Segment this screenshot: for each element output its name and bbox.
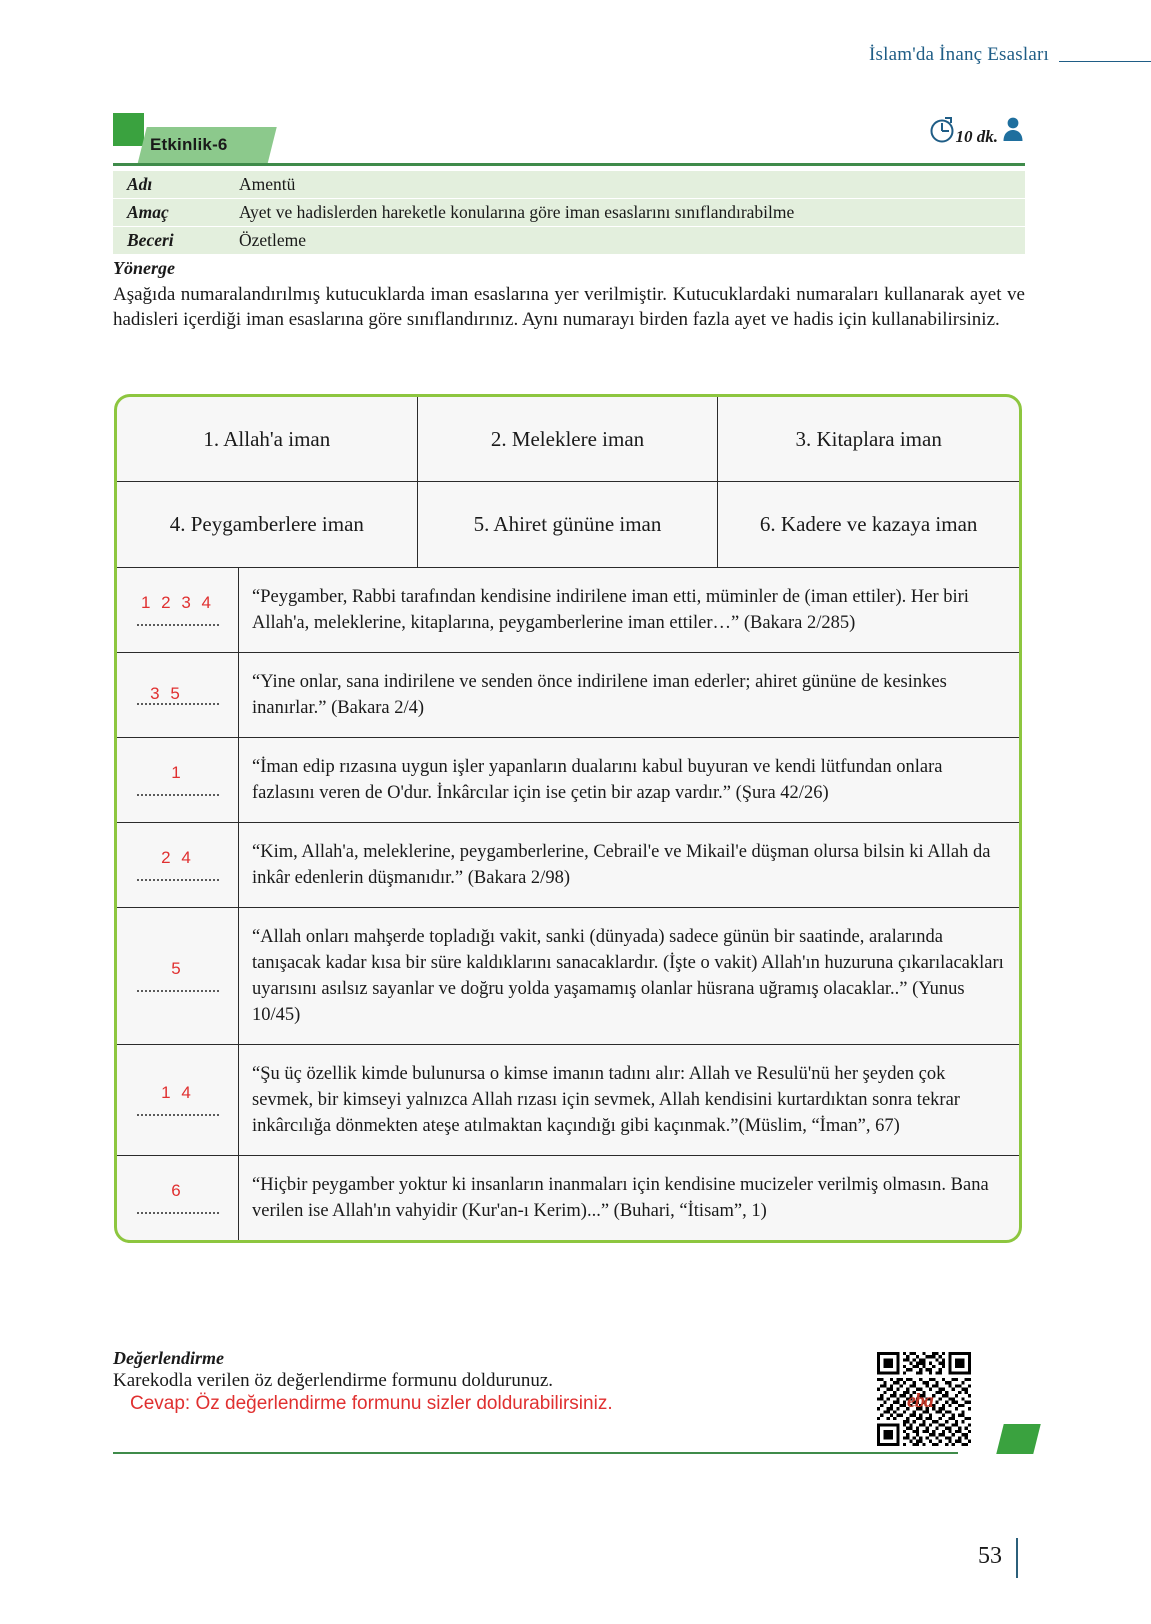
verse-text: “İman edip rızasına uygun işler yapanların dualarını kabul buyuran ve kendi lütfundan onlara fazlasını veren de O'dur. İnkârcılar için ise çetin bir azap vardır.” (Şura 42/26) — [252, 757, 943, 803]
qr-code[interactable] — [877, 1352, 971, 1446]
running-head-title: İslam'da İnanç Esasları — [868, 44, 1049, 65]
person-icon — [1001, 114, 1025, 147]
answer-cell[interactable] — [117, 823, 239, 907]
iman-item-3: 3. Kitaplara iman — [718, 397, 1019, 482]
info-key-adi: Adı — [113, 171, 235, 199]
info-value-adi: Amentü — [235, 171, 1025, 199]
verse-text: “Peygamber, Rabbi tarafından kendisine indirilene iman etti, müminler de (iman ettiler). Her biri Allah'a, meleklerine, kitaplarına, peygamberlerine iman ettiler…” (Bakara 2/285) — [252, 587, 969, 633]
verse-row — [117, 908, 1019, 1045]
answer-number: 5 — [171, 959, 184, 978]
info-key-beceri: Beceri — [127, 230, 174, 250]
info-value-amac: Ayet ve hadislerden hareketle konularına göre iman esaslarını sınıflandırabilme — [235, 199, 1025, 227]
info-key-amac: Amaç — [113, 199, 235, 227]
activity-info-table — [113, 171, 1025, 254]
table-row — [113, 171, 1025, 199]
footer-accent-shape — [996, 1424, 1040, 1454]
iman-items-grid — [117, 397, 1019, 568]
table-row — [113, 227, 1025, 255]
table-row — [113, 199, 1025, 227]
verse-row — [117, 823, 1019, 908]
evaluation-heading: Değerlendirme — [113, 1348, 224, 1368]
answer-dotted-line — [137, 623, 219, 626]
activity-tab-label: Etkinlik-6 — [150, 135, 228, 154]
page-number-rule — [1016, 1538, 1018, 1578]
verse-row — [117, 1045, 1019, 1156]
answer-number: 1 — [171, 763, 184, 782]
iman-item-1: 1. Allah'a iman — [117, 397, 418, 482]
answer-dotted-line — [137, 1211, 219, 1214]
answer-cell[interactable] — [117, 908, 239, 1044]
evaluation-text: Karekodla verilen öz değerlendirme formunu doldurunuz. — [113, 1370, 554, 1391]
yonerge-heading: Yönerge — [113, 258, 175, 278]
answer-dotted-line — [137, 989, 219, 992]
verse-text: “Allah onları mahşerde topladığı vakit, sanki (dünyada) sadece günün bir saatinde, aralarında tanışacak kadar kısa bir süre kaldıklarını sanacaklardır. (İşte o vakit) Allah'ın huzuruna çıkarılacakları uyarısını asılsız sayanlar ve doğru yolda yaşamamış olanlar hüsrana uğramış olacaklar..” (Yunus 10/45) — [252, 927, 1004, 1025]
tab-accent-square — [113, 113, 144, 146]
verse-row — [117, 1156, 1019, 1240]
answer-number: 1 2 3 4 — [141, 593, 214, 612]
activity-header — [113, 113, 1025, 165]
activity-meta — [928, 113, 1026, 148]
running-head-rule — [1059, 61, 1151, 62]
verse-text: “Şu üç özellik kimde bulunursa o kimse imanın tadını alır: Allah ve Resulü'nü her şeyden çok sevmek, bir kimseyi yalnızca Allah rızası için sevmek, Allah kendisini kurtardıktan sonra tekrar inkârcılığa dönmekten ateşe atılmaktan kaçındığı gibi kaçınmak.”(Müslim, “İman”, 67) — [252, 1064, 960, 1136]
answer-dotted-line — [137, 1113, 219, 1116]
running-head — [869, 44, 1151, 66]
tab-underline-rule — [113, 163, 1025, 166]
answer-number: 2 4 — [161, 848, 194, 867]
answer-cell[interactable] — [117, 568, 239, 652]
verse-row — [117, 653, 1019, 738]
verse-text: “Hiçbir peygamber yoktur ki insanların inanmaları için kendisine mucizeler verilmiş olmasın. Bana verilen ise Allah'ın vahyidir (Kur'an-ı Kerim)...” (Buhari, “İtisam”, 1) — [252, 1175, 989, 1221]
answer-cell[interactable] — [117, 653, 239, 737]
answer-number: 1 4 — [161, 1083, 194, 1102]
iman-item-5: 5. Ahiret gününe iman — [418, 482, 719, 567]
verse-text: “Kim, Allah'a, meleklerine, peygamberlerine, Cebrail'e ve Mikail'e düşman olursa bilsin ki Allah da inkâr edenlerin düşmanıdır.” (Bakara 2/98) — [252, 842, 991, 888]
answer-number: 3 5 — [150, 684, 183, 703]
answer-number: 6 — [171, 1181, 184, 1200]
answer-dotted-line — [137, 793, 219, 796]
answer-cell[interactable] — [117, 1156, 239, 1240]
verse-text: “Yine onlar, sana indirilene ve senden önce indirilene iman ederler; ahiret gününe de kesinkes inanırlar.” (Bakara 2/4) — [252, 672, 947, 718]
iman-item-6: 6. Kadere ve kazaya iman — [759, 512, 978, 536]
footer-rule — [113, 1452, 958, 1454]
clock-icon — [928, 113, 956, 148]
iman-item-4: 4. Peygamberlere iman — [117, 482, 418, 567]
answer-cell[interactable] — [117, 1045, 239, 1155]
page-number: 53 — [978, 1543, 1002, 1569]
verse-row — [117, 738, 1019, 823]
iman-item-2: 2. Meleklere iman — [418, 397, 719, 482]
info-value-beceri: Özetleme — [239, 230, 307, 250]
answer-dotted-line — [137, 878, 219, 881]
answer-cell[interactable] — [117, 738, 239, 822]
activity-main-box — [114, 394, 1022, 1243]
eba-logo: eba — [907, 1390, 933, 1412]
verse-row — [117, 568, 1019, 653]
yonerge-text: Aşağıda numaralandırılmış kutucuklarda iman esaslarına yer verilmiştir. Kutucuklardaki numaraları kullanarak ayet ve hadisleri içerdiği iman esaslarına göre sınıflandırınız. Aynı numarayı birden fazla ayet ve hadis için kullanabilirsiniz. — [113, 284, 1025, 330]
duration-label: 10 dk. — [955, 127, 998, 146]
evaluation-answer: Cevap: Öz değerlendirme formunu sizler doldurabilirsiniz. — [130, 1393, 613, 1414]
